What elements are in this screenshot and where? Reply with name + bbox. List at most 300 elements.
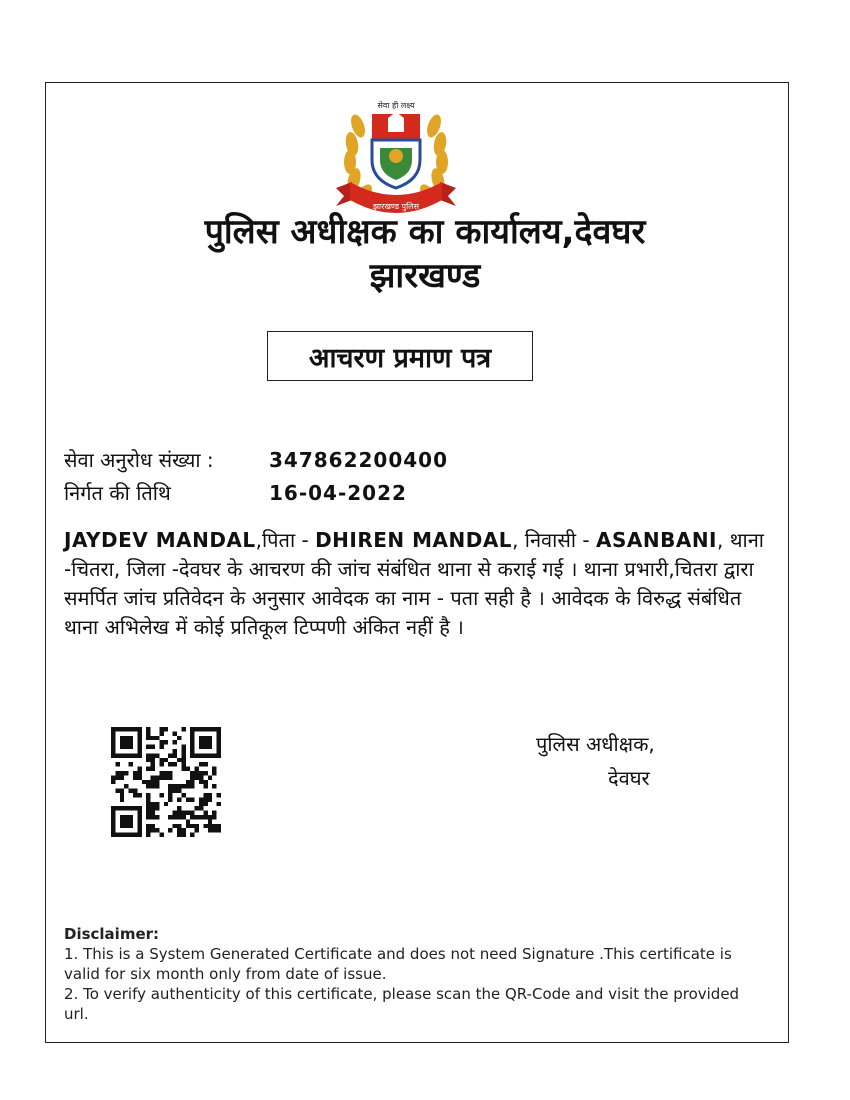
qr-module	[212, 811, 216, 815]
applicant-name: JAYDEV MANDAL	[64, 528, 256, 552]
qr-module	[129, 753, 133, 757]
qr-module	[217, 753, 221, 757]
qr-module	[151, 824, 155, 828]
qr-module	[208, 775, 212, 779]
qr-module	[159, 775, 163, 779]
qr-module	[190, 775, 194, 779]
qr-module	[173, 740, 177, 744]
qr-module	[137, 828, 141, 832]
qr-module	[212, 815, 216, 819]
verification-qr-code	[111, 727, 221, 837]
qr-module	[177, 824, 181, 828]
qr-module	[190, 745, 194, 749]
qr-module	[181, 758, 185, 762]
disclaimer-point-2: 2. To verify authenticity of this certificate, please scan the QR-Code and visit the provided url.	[64, 985, 740, 1023]
qr-module	[217, 802, 221, 806]
father-label: ,पिता -	[255, 528, 316, 552]
qr-module	[159, 727, 163, 731]
qr-module	[111, 753, 115, 757]
qr-module	[111, 736, 115, 740]
qr-module	[203, 753, 207, 757]
qr-module	[129, 815, 133, 819]
qr-module	[159, 771, 163, 775]
qr-module	[212, 771, 216, 775]
qr-module	[173, 784, 177, 788]
qr-module	[168, 828, 172, 832]
qr-module	[115, 727, 119, 731]
qr-module	[159, 731, 163, 735]
qr-module	[190, 753, 194, 757]
qr-module	[199, 780, 203, 784]
qr-module	[133, 771, 137, 775]
qr-module	[151, 784, 155, 788]
qr-module	[120, 740, 124, 744]
qr-module	[151, 745, 155, 749]
qr-module	[120, 745, 124, 749]
qr-module	[129, 736, 133, 740]
qr-module	[124, 771, 128, 775]
qr-module	[203, 824, 207, 828]
qr-module	[208, 745, 212, 749]
qr-module	[151, 811, 155, 815]
qr-module	[199, 762, 203, 766]
qr-module	[133, 793, 137, 797]
qr-module	[120, 727, 124, 731]
qr-module	[195, 824, 199, 828]
qr-module	[181, 833, 185, 837]
qr-module	[133, 789, 137, 793]
qr-module	[203, 740, 207, 744]
qr-module	[120, 819, 124, 823]
qr-module	[159, 762, 163, 766]
qr-module	[120, 833, 124, 837]
qr-module	[151, 736, 155, 740]
qr-module	[120, 824, 124, 828]
qr-module	[173, 789, 177, 793]
qr-module	[203, 745, 207, 749]
qr-module	[146, 758, 150, 762]
qr-module	[168, 775, 172, 779]
qr-module	[146, 753, 150, 757]
qr-module	[146, 811, 150, 815]
qr-module	[146, 824, 150, 828]
qr-module	[177, 806, 181, 810]
qr-module	[146, 727, 150, 731]
qr-module	[146, 731, 150, 735]
resident-label: , निवासी -	[512, 528, 590, 552]
qr-module	[203, 815, 207, 819]
qr-module	[190, 811, 194, 815]
qr-module	[190, 833, 194, 837]
qr-module	[177, 815, 181, 819]
qr-module	[181, 811, 185, 815]
qr-module	[111, 806, 115, 810]
qr-module	[203, 736, 207, 740]
qr-module	[137, 753, 141, 757]
qr-module	[137, 811, 141, 815]
shield-sun	[389, 149, 403, 163]
qr-module	[199, 753, 203, 757]
qr-module	[203, 802, 207, 806]
qr-module	[203, 793, 207, 797]
qr-module	[151, 753, 155, 757]
village-name: ASANBANI	[596, 528, 718, 552]
qr-module	[177, 784, 181, 788]
qr-module	[177, 828, 181, 832]
qr-module	[111, 815, 115, 819]
qr-module	[146, 784, 150, 788]
qr-module	[190, 784, 194, 788]
qr-module	[159, 833, 163, 837]
qr-module	[164, 775, 168, 779]
qr-module	[159, 758, 163, 762]
qr-module	[111, 824, 115, 828]
qr-module	[164, 740, 168, 744]
qr-module	[111, 727, 115, 731]
qr-module	[137, 736, 141, 740]
qr-module	[115, 762, 119, 766]
qr-module	[181, 749, 185, 753]
qr-module	[168, 762, 172, 766]
banner-tail-right	[440, 182, 456, 206]
qr-module	[217, 824, 221, 828]
qr-module	[190, 797, 194, 801]
qr-module	[142, 780, 146, 784]
qr-module	[146, 767, 150, 771]
qr-module	[195, 815, 199, 819]
qr-module	[115, 833, 119, 837]
qr-module	[212, 727, 216, 731]
qr-module	[195, 775, 199, 779]
qr-module	[208, 819, 212, 823]
qr-module	[181, 828, 185, 832]
qr-module	[137, 745, 141, 749]
qr-module	[159, 745, 163, 749]
qr-module	[120, 736, 124, 740]
qr-module	[173, 749, 177, 753]
qr-module	[195, 771, 199, 775]
qr-module	[164, 727, 168, 731]
qr-module	[168, 793, 172, 797]
qr-module	[199, 815, 203, 819]
qr-module	[208, 740, 212, 744]
qr-module	[137, 833, 141, 837]
qr-module	[146, 780, 150, 784]
jharkhand-police-emblem	[328, 96, 464, 224]
qr-module	[208, 736, 212, 740]
qr-module	[195, 828, 199, 832]
qr-module	[146, 828, 150, 832]
banner-tail-left	[336, 182, 352, 206]
qr-module	[155, 784, 159, 788]
qr-module	[186, 797, 190, 801]
qr-module	[129, 740, 133, 744]
certificate-title-box	[267, 331, 533, 381]
qr-module	[124, 727, 128, 731]
qr-module	[120, 806, 124, 810]
qr-module	[203, 771, 207, 775]
qr-module	[199, 775, 203, 779]
qr-module	[124, 819, 128, 823]
qr-module	[195, 767, 199, 771]
request-number-row	[64, 446, 448, 474]
qr-module	[129, 824, 133, 828]
qr-module	[146, 833, 150, 837]
qr-module	[186, 780, 190, 784]
qr-module	[199, 806, 203, 810]
qr-module	[129, 762, 133, 766]
qr-module	[115, 789, 119, 793]
qr-module	[217, 828, 221, 832]
qr-module	[168, 789, 172, 793]
qr-module	[181, 815, 185, 819]
qr-module	[115, 806, 119, 810]
qr-module	[199, 740, 203, 744]
certificate-body	[64, 526, 764, 642]
qr-module	[190, 771, 194, 775]
qr-module	[208, 793, 212, 797]
qr-module	[146, 806, 150, 810]
qr-module	[177, 811, 181, 815]
qr-module	[111, 828, 115, 832]
qr-module	[129, 745, 133, 749]
qr-module	[177, 833, 181, 837]
qr-module	[190, 727, 194, 731]
qr-module	[120, 793, 124, 797]
office-title: पुलिस अधीक्षक का कार्यालय,देवघर	[204, 212, 646, 252]
qr-module	[208, 727, 212, 731]
qr-module	[115, 753, 119, 757]
qr-module	[203, 811, 207, 815]
qr-module	[177, 789, 181, 793]
qr-module	[173, 753, 177, 757]
qr-module	[186, 767, 190, 771]
qr-module	[133, 775, 137, 779]
qr-module	[212, 753, 216, 757]
qr-module	[120, 775, 124, 779]
qr-module	[133, 806, 137, 810]
qr-module	[151, 762, 155, 766]
qr-module	[124, 833, 128, 837]
qr-module	[164, 758, 168, 762]
qr-module	[195, 727, 199, 731]
qr-module	[120, 789, 124, 793]
qr-module	[124, 736, 128, 740]
qr-module	[199, 736, 203, 740]
qr-module	[129, 806, 133, 810]
qr-module	[146, 736, 150, 740]
qr-module	[115, 771, 119, 775]
qr-module	[146, 815, 150, 819]
qr-module	[120, 771, 124, 775]
request-number-label: सेवा अनुरोध संख्या :	[64, 448, 214, 472]
qr-module	[124, 824, 128, 828]
qr-module	[177, 736, 181, 740]
qr-module	[181, 753, 185, 757]
qr-module	[111, 775, 115, 779]
qr-module	[186, 819, 190, 823]
qr-module	[217, 727, 221, 731]
qr-module	[111, 745, 115, 749]
qr-module	[168, 771, 172, 775]
qr-module	[155, 806, 159, 810]
qr-module	[159, 793, 163, 797]
emblem-motto: सेवा ही लक्ष्य	[377, 101, 415, 110]
qr-module	[208, 828, 212, 832]
qr-module	[137, 819, 141, 823]
qr-module	[111, 749, 115, 753]
qr-module	[159, 740, 163, 744]
qr-module	[137, 767, 141, 771]
qr-module	[133, 833, 137, 837]
issue-date-row	[64, 479, 407, 507]
qr-module	[151, 780, 155, 784]
qr-module	[111, 740, 115, 744]
disclaimer-point-1: 1. This is a System Generated Certificate and does not need Signature .This certificate is valid for six month only from date of issue.	[64, 945, 732, 983]
qr-module	[217, 740, 221, 744]
qr-module	[190, 780, 194, 784]
request-number-value: 347862200400	[269, 448, 448, 472]
qr-module	[181, 762, 185, 766]
qr-module	[217, 745, 221, 749]
qr-module	[212, 824, 216, 828]
qr-module	[190, 749, 194, 753]
qr-module	[146, 745, 150, 749]
qr-module	[181, 793, 185, 797]
issue-date-value: 16-04-2022	[269, 481, 407, 505]
qr-module	[124, 806, 128, 810]
qr-module	[124, 753, 128, 757]
qr-module	[146, 802, 150, 806]
qr-module	[137, 749, 141, 753]
qr-module	[203, 727, 207, 731]
qr-module	[146, 797, 150, 801]
qr-module	[195, 753, 199, 757]
qr-module	[190, 740, 194, 744]
disclaimer-heading: Disclaimer:	[64, 925, 160, 943]
qr-module	[186, 784, 190, 788]
qr-module	[208, 753, 212, 757]
qr-module	[190, 815, 194, 819]
qr-module	[155, 775, 159, 779]
disclaimer-section	[64, 924, 764, 1024]
qr-module	[155, 828, 159, 832]
qr-module	[124, 745, 128, 749]
certificate-title: आचरण प्रमाण पत्र	[308, 342, 492, 374]
qr-module	[203, 797, 207, 801]
qr-module	[190, 736, 194, 740]
qr-module	[212, 828, 216, 832]
qr-module	[111, 833, 115, 837]
qr-module	[168, 797, 172, 801]
qr-module	[137, 793, 141, 797]
qr-module	[199, 802, 203, 806]
qr-module	[137, 771, 141, 775]
qr-module	[208, 815, 212, 819]
qr-module	[137, 740, 141, 744]
qr-module	[164, 771, 168, 775]
qr-module	[120, 815, 124, 819]
qr-module	[173, 731, 177, 735]
qr-module	[208, 797, 212, 801]
qr-module	[190, 731, 194, 735]
qr-module	[129, 833, 133, 837]
qr-module	[120, 753, 124, 757]
signatory-location: देवघर	[608, 766, 650, 790]
qr-module	[151, 815, 155, 819]
qr-module	[199, 745, 203, 749]
qr-module	[164, 802, 168, 806]
signatory-title: पुलिस अधीक्षक,	[536, 732, 655, 756]
qr-module	[111, 811, 115, 815]
qr-module	[115, 775, 119, 779]
qr-module	[173, 811, 177, 815]
qr-module	[181, 745, 185, 749]
qr-module	[217, 736, 221, 740]
qr-module	[151, 806, 155, 810]
qr-module	[203, 762, 207, 766]
qr-module	[190, 824, 194, 828]
qr-module	[129, 819, 133, 823]
qr-module	[124, 784, 128, 788]
emblem-banner-text: झारखण्ड पुलिस	[372, 202, 420, 211]
qr-module	[199, 771, 203, 775]
qr-module	[212, 767, 216, 771]
qr-module	[111, 780, 115, 784]
qr-module	[186, 811, 190, 815]
qr-module	[137, 806, 141, 810]
qr-module	[124, 815, 128, 819]
qr-module	[217, 731, 221, 735]
qr-module	[199, 797, 203, 801]
qr-module	[173, 824, 177, 828]
qr-module	[151, 767, 155, 771]
qr-module	[155, 780, 159, 784]
qr-module	[177, 758, 181, 762]
body-rest: , थाना -चितरा, जिला -देवघर के आचरण की जांच संबंधित थाना से कराई गई । थाना प्रभारी,चितरा द्वारा समर्पित जांच प्रतिवेदन के अनुसार आवेदक का नाम - पता सही है । आवेदक के विरुद्ध संबंधित थाना अभिलेख में कोई प्रतिकूल टिप्पणी अंकित नहीं है ।	[64, 528, 764, 639]
qr-module	[168, 753, 172, 757]
qr-module	[137, 824, 141, 828]
qr-module	[203, 784, 207, 788]
qr-module	[173, 762, 177, 766]
qr-module	[124, 740, 128, 744]
qr-module	[137, 731, 141, 735]
qr-module	[151, 802, 155, 806]
qr-module	[173, 815, 177, 819]
issue-date-label: निर्गत की तिथि	[64, 481, 171, 505]
qr-module	[203, 780, 207, 784]
qr-module	[129, 727, 133, 731]
qr-module	[151, 828, 155, 832]
qr-module	[168, 815, 172, 819]
qr-module	[212, 784, 216, 788]
qr-module	[168, 784, 172, 788]
qr-module	[151, 775, 155, 779]
qr-module	[146, 793, 150, 797]
qr-module	[181, 767, 185, 771]
qr-module	[181, 727, 185, 731]
qr-module	[208, 824, 212, 828]
qr-module	[155, 815, 159, 819]
qr-module	[137, 775, 141, 779]
qr-module	[151, 758, 155, 762]
qr-module	[111, 731, 115, 735]
qr-module	[133, 753, 137, 757]
qr-module	[155, 753, 159, 757]
qr-module	[186, 824, 190, 828]
qr-module	[137, 727, 141, 731]
qr-module	[195, 806, 199, 810]
